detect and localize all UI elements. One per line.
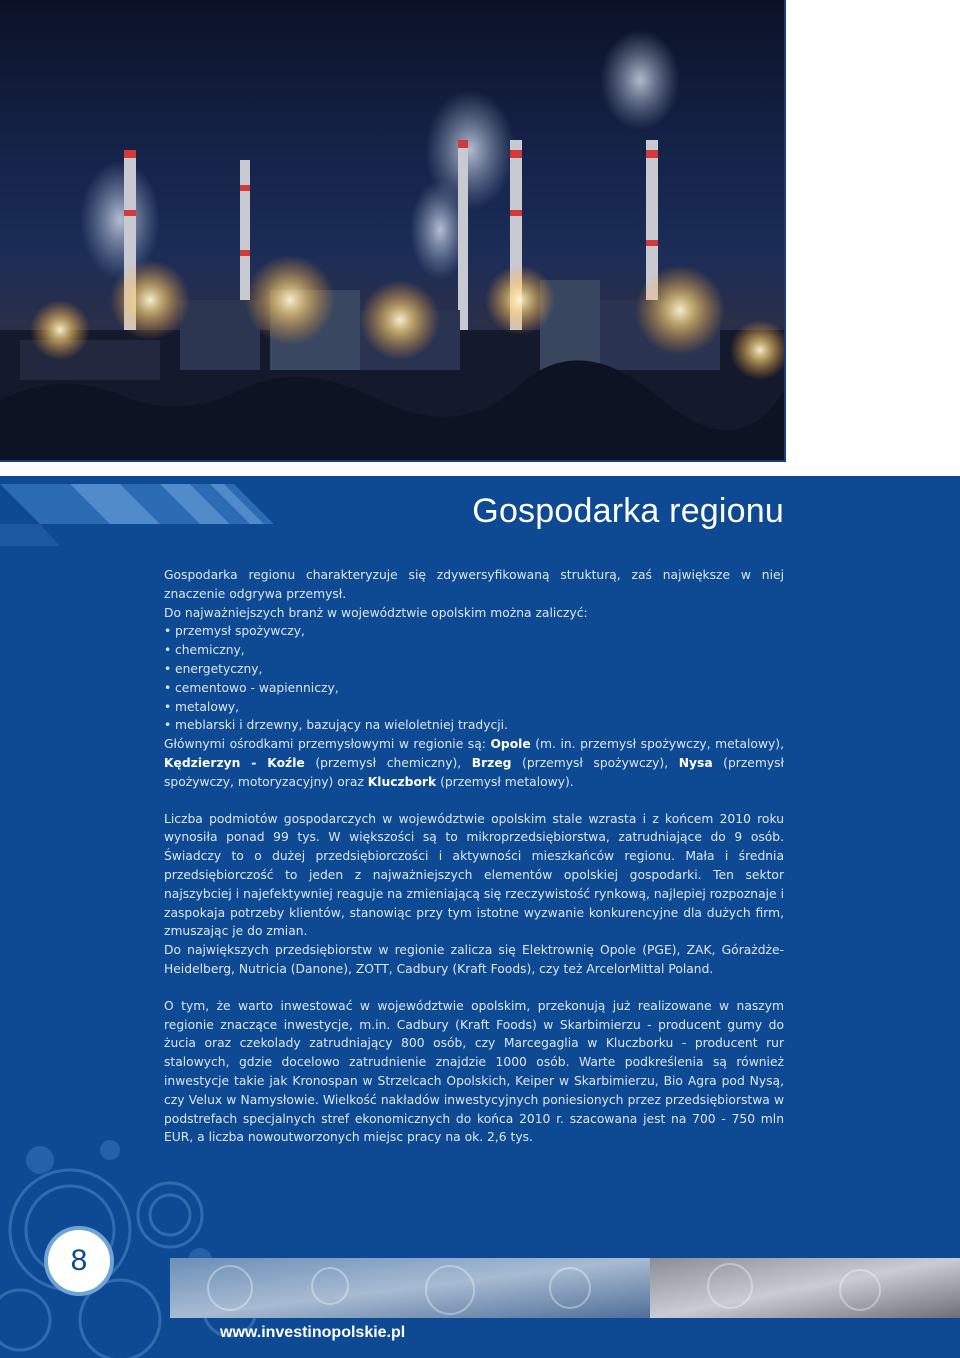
paragraph-gap	[164, 792, 784, 810]
list-item: • cementowo - wapienniczy,	[164, 679, 784, 698]
city-desc: (przemysł chemiczny),	[304, 755, 472, 770]
city-desc: (m. in. przemysł spożywczy, metalowy),	[530, 737, 784, 752]
largest-companies-paragraph: Do największych przedsiębiorstw w regionie zalicza się Elektrownię Opole (PGE), ZAK, Górażdże-Heidelberg, Nutricia (Danone), ZOTT, Cadbury (Kraft Foods), czy też ArcelorMittal Poland.	[164, 943, 784, 976]
gears-decoration	[0, 1120, 330, 1358]
city-kluczbork: Kluczbork	[367, 774, 437, 789]
list-item: • przemysł spożywczy,	[164, 622, 784, 641]
intro-paragraph: Gospodarka regionu charakteryzuje się zdywersyfikowaną strukturą, zaś największe w niej znaczenie odgrywa przemysł.	[164, 568, 784, 601]
page-number-badge	[44, 1226, 114, 1296]
article-body	[164, 566, 784, 1147]
section-title: Gospodarka regionu	[472, 492, 784, 530]
city-kedzierzyn-kozle: Kędzierzyn - Koźle	[164, 755, 305, 770]
city-desc: (przemysł metalowy).	[436, 774, 574, 789]
machinery-photo-strip	[170, 1258, 960, 1318]
photo-illustration	[0, 0, 784, 460]
photo-frame-bottom	[0, 460, 786, 462]
centers-lead: Głównymi ośrodkami przemysłowymi w regionie są:	[164, 737, 491, 752]
decorative-stripes	[0, 476, 330, 556]
city-brzeg: Brzeg	[471, 755, 512, 770]
footer-website-link[interactable]: www.investinopolskie.pl	[220, 1324, 406, 1341]
city-desc: (przemysł spożywczy),	[511, 755, 679, 770]
industrial-plant-photo	[0, 0, 784, 460]
businesses-paragraph: Liczba podmiotów gospodarczych w województwie opolskim stale wzrasta i z końcem 2010 roku wynosiła ponad 99 tys. W większości są to mikroprzedsiębiorstwa, zatrudniające do 9 osób. Świadczy to o dużej przedsiębiorczości i aktywności mieszkańców regionu. Mała i średnia przedsiębiorczość to jeden z najważniejszych elementów opolskiej gospodarki. Ten sektor najszybciej i najefektywniej reaguje na zmieniającą się rzeczywistość rynkową, najlepiej rozpoznaje i zaspokaja potrzeby klientów, stanowiąc przy tym istotne wyzwanie konkurencyjne dla dużych firm, zmuszając je do zmian.	[164, 811, 784, 939]
industries-list	[164, 622, 784, 735]
city-opole: Opole	[490, 737, 531, 752]
list-item: • energetyczny,	[164, 660, 784, 679]
city-nysa: Nysa	[678, 755, 713, 770]
investments-paragraph: O tym, że warto inwestować w województwie opolskim, przekonują już realizowane w naszym regionie znaczące inwestycje, m.in. Cadbury (Kraft Foods) w Skarbimierzu - producent gumy do żucia oraz czekolady zatrudniający 800 osób, czy Marcegaglia w Kluczborku - producent rur stalowych, gdzie docelowo zatrudnienie znajdzie 1000 osób. Warte podkreślenia są również inwestycje takie jak Kronospan w Strzelcach Opolskich, Keiper w Skarbimierzu, Bio Agra pod Nysą, czy Velux w Namysłowie. Wielkość nakładów inwestycyjnych poniesionych przez przedsiębiorstwa w podstrefach specjalnych stref ekonomicznych do końca 2010 r. szacowana jest na 700 - 750 mln EUR, a liczba nowoutworzonych miejsc pracy na ok. 2,6 tys.	[164, 998, 784, 1145]
industries-lead: Do najważniejszych branż w województwie opolskim można zaliczyć:	[164, 605, 588, 620]
paragraph-gap	[164, 979, 784, 997]
industrial-centers-paragraph	[164, 735, 784, 791]
list-item: • meblarski i drzewny, bazujący na wieloletniej tradycji.	[164, 716, 784, 735]
list-item: • chemiczny,	[164, 641, 784, 660]
city-desc: (przemysł spożywczy, motoryzacyjny) oraz	[164, 755, 785, 789]
page-number: 8	[70, 1244, 88, 1277]
list-item: • metalowy,	[164, 698, 784, 717]
photo-frame-right	[784, 0, 786, 462]
